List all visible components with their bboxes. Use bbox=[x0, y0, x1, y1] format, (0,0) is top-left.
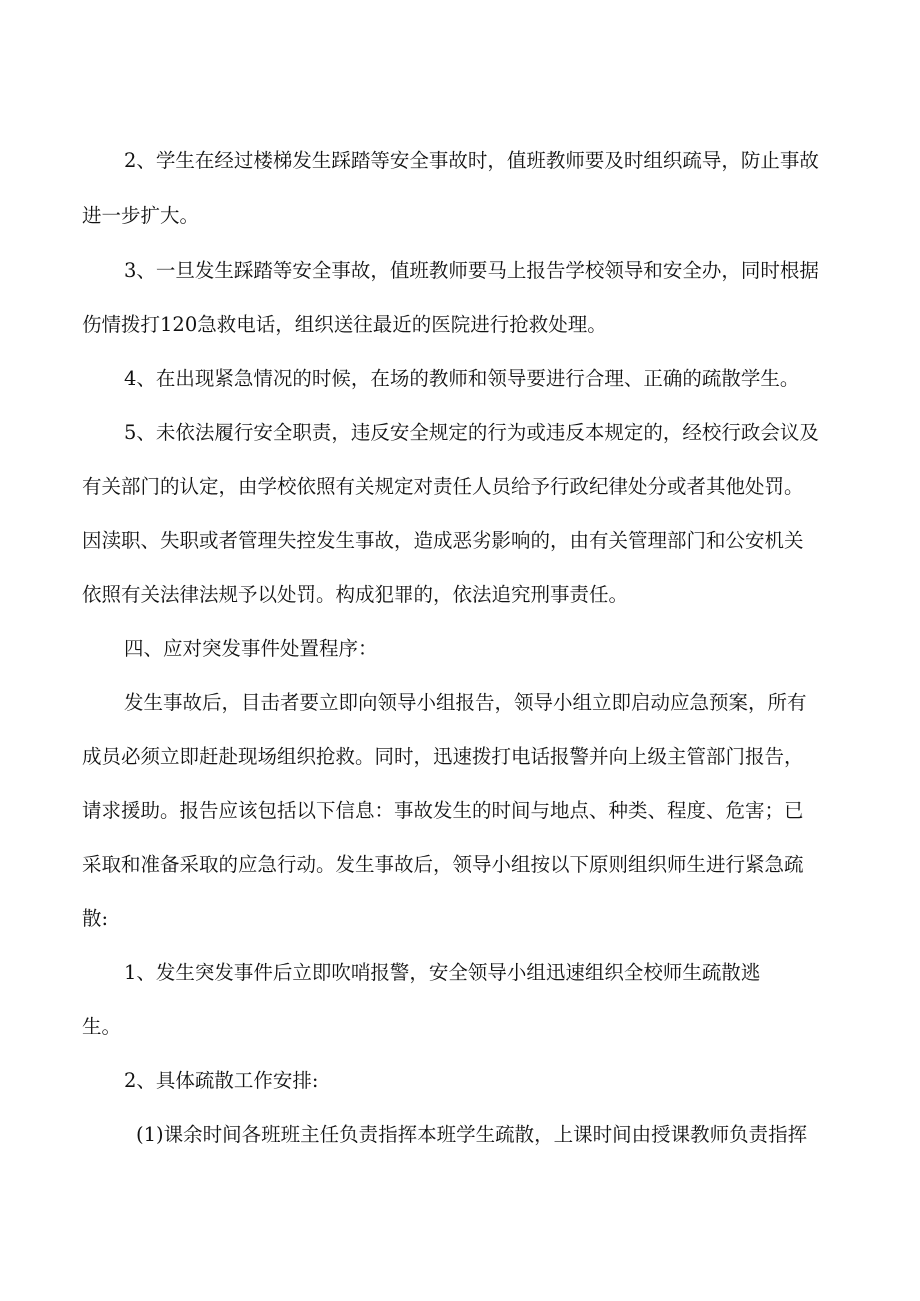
text-line: 进一步扩大。 bbox=[82, 204, 200, 227]
text-line: 成员必须立即赶赴现场组织抢救。同时，迅速拨打电话报警并向上级主管部门报告， bbox=[82, 745, 804, 768]
text-line: 因渎职、失职或者管理失控发生事故，造成恶劣影响的，由有关管理部门和公安机关 bbox=[82, 529, 804, 552]
text-line: 发生事故后，目击者要立即向领导小组报告，领导小组立即启动应急预案，所有 bbox=[124, 691, 807, 714]
text-line: (1)课余时间各班班主任负责指挥本班学生疏散，上课时间由授课教师负责指挥 bbox=[136, 1123, 808, 1146]
text-line: 有关部门的认定，由学校依照有关规定对责任人员给予行政纪律处分或者其他处罚。 bbox=[82, 475, 804, 498]
text-line: 采取和准备采取的应急行动。发生事故后，领导小组按以下原则组织师生进行紧急疏 bbox=[82, 853, 804, 876]
text-line: 4、在出现紧急情况的时候，在场的教师和领导要进行合理、正确的疏散学生。 bbox=[124, 367, 800, 390]
text-line: 散: bbox=[82, 907, 109, 930]
text-line: 伤情拨打120急救电话，组织送往最近的医院进行抢救处理。 bbox=[82, 313, 607, 336]
text-line: 依照有关法律法规予以处罚。构成犯罪的，依法追究刑事责任。 bbox=[82, 583, 629, 606]
text-line: 生。 bbox=[82, 1015, 122, 1038]
section-heading: 四、应对突发事件处置程序： bbox=[124, 637, 378, 660]
text-line: 5、未依法履行安全职责，违反安全规定的行为或违反本规定的，经校行政会议及 bbox=[124, 421, 819, 444]
text-line: 1、发生突发事件后立即吹哨报警，安全领导小组迅速组织全校师生疏散逃 bbox=[124, 961, 761, 984]
text-line: 请求援助。报告应该包括以下信息：事故发生的时间与地点、种类、程度、危害；已 bbox=[82, 799, 804, 822]
text-line: 3、一旦发生踩踏等安全事故，值班教师要马上报告学校领导和安全办，同时根据 bbox=[124, 259, 819, 282]
text-line: 2、学生在经过楼梯发生踩踏等安全事故时，值班教师要及时组织疏导，防止事故 bbox=[124, 149, 819, 172]
text-line: 2、具体疏散工作安排: bbox=[124, 1069, 319, 1092]
